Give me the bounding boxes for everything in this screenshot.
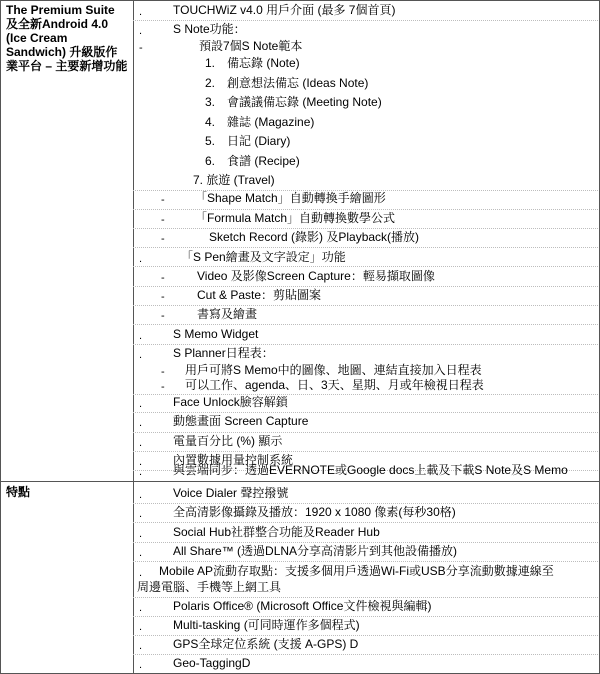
list-item: . 「S Pen繪畫及文字設定」功能 xyxy=(139,250,346,265)
list-item: 2. 創意想法備忘 (Ideas Note) xyxy=(205,76,369,90)
list-item: . 與雲端同步：透過EVERNOTE或Google docs上載及下載S Note及S Memo xyxy=(139,463,568,478)
list-item: 5. 日記 (Diary) xyxy=(205,134,291,148)
list-item: . 電量百分比 (%) 顯示 xyxy=(139,434,283,449)
list-item: . Voice Dialer 聲控撥號 xyxy=(139,486,289,501)
list-item: . Face Unlock臉容解鎖 xyxy=(139,395,288,410)
list-item: - 「Formula Match」自動轉換數學公式 xyxy=(161,211,396,226)
list-item: . 動態畫面 Screen Capture xyxy=(139,414,309,429)
table-left-border xyxy=(0,0,1,674)
list-item: - 書寫及繪畫 xyxy=(161,307,258,322)
list-item: . All Share™ (透過DLNA分享高清影片到其他設備播放) xyxy=(139,544,458,559)
list-item: 1. 備忘錄 (Note) xyxy=(205,56,300,70)
list-item: . Social Hub社群整合功能及Reader Hub xyxy=(139,525,380,540)
list-item: . 內置數據用量控制系統 xyxy=(139,453,294,468)
list-item: 7. 旅遊 (Travel) xyxy=(193,173,275,187)
list-item: 3. 會議議備忘錄 (Meeting Note) xyxy=(205,95,382,109)
list-item: - 可以工作、agenda、日、3天、星期、月或年檢視日程表 xyxy=(161,378,484,393)
list-item: . TOUCHWiZ v4.0 用戶介面 (最多 7個首頁) xyxy=(139,3,396,18)
list-item: - Video 及影像Screen Capture：輕易擷取圖像 xyxy=(161,269,435,284)
list-item: - Sketch Record (錄影) 及Playback(播放) xyxy=(161,230,420,245)
list-item: . Polaris Office® (Microsoft Office文件檢視與編輯) xyxy=(139,599,432,614)
section-divider xyxy=(0,481,600,482)
list-item: . Multi-tasking (可同時運作多個程式) xyxy=(139,618,360,633)
list-item: . GPS全球定位系統 (支援 A-GPS) D xyxy=(139,637,359,652)
list-item: - Cut & Paste：剪貼圖案 xyxy=(161,288,322,303)
list-item: - 「Shape Match」自動轉換手繪圖形 xyxy=(161,191,386,206)
section-label-premium-suite: The Premium Suite 及全新Android 4.0 (Ice Cream Sandwich) 升級版作業平台 – 主要新增功能 xyxy=(6,3,128,73)
list-item: - 用戶可將S Memo中的圖像、地圖、連結直接加入日程表 xyxy=(161,363,482,378)
list-item: 4. 雜誌 (Magazine) xyxy=(205,115,315,129)
table-top-border xyxy=(0,0,600,1)
list-item: . 全高清影像攝錄及播放：1920 x 1080 像素(每秒30格) xyxy=(139,505,456,520)
list-item: . Mobile AP流動存取點：支援多個用戶透過Wi-Fi或USB分享流動數據連線至 xyxy=(139,564,554,579)
list-item: . S Memo Widget xyxy=(139,327,259,342)
list-item: - 預設7個S Note範本 xyxy=(139,39,303,54)
list-item: 6. 食譜 (Recipe) xyxy=(205,154,300,168)
list-item: . S Planner日程表： xyxy=(139,346,274,361)
section-label-features: 特點 xyxy=(6,485,31,499)
list-item-continuation: 周邊電腦、手機等上網工具 xyxy=(137,580,282,594)
list-item: . S Note功能： xyxy=(139,22,246,37)
list-item: . Geo-TaggingD xyxy=(139,656,251,671)
